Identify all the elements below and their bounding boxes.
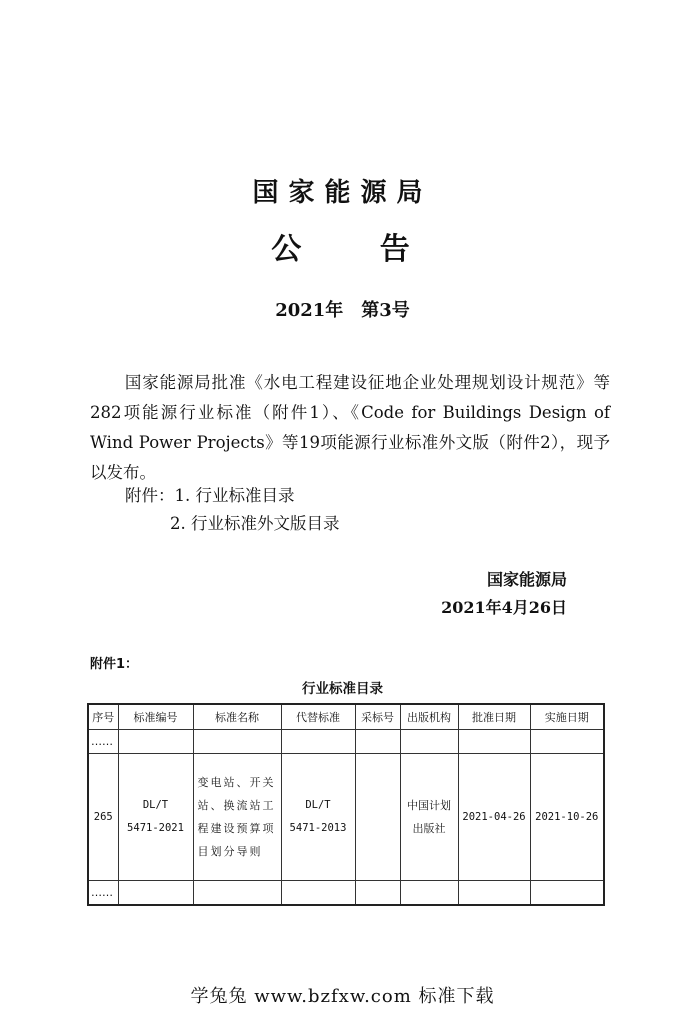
announcement-heading: 公 告 [271, 232, 444, 267]
table-cell: …… [88, 881, 118, 906]
footer-watermark: 学兔兔 www.bzfxw.com 标准下载 [190, 986, 495, 1007]
column-header: 标准名称 [193, 704, 281, 730]
attachment-item-2: 2. 行业标准外文版目录 [170, 514, 340, 533]
table-cell: …… [88, 730, 118, 754]
issue-number: 2021年 第3号 [275, 300, 410, 321]
body-paragraph [90, 368, 610, 488]
table-row-ellipsis [88, 881, 604, 906]
table-row [88, 754, 604, 881]
signature-date: 2021年4月26日 [441, 598, 567, 617]
column-header: 批准日期 [458, 704, 530, 730]
standard-name: 变电站、开关站、换流站工程建设预算项目划分导则 [193, 754, 281, 881]
replaced-standard [281, 754, 355, 881]
replaced-standard-line2: 5471-2013 [289, 822, 347, 834]
table-cell [530, 730, 604, 754]
standards-table [87, 703, 605, 906]
table-header-row [88, 704, 604, 730]
publisher-line1: 中国计划 [407, 799, 451, 812]
table-cell [281, 881, 355, 906]
table-cell [355, 730, 400, 754]
column-header: 采标号 [355, 704, 400, 730]
approval-date: 2021-04-26 [458, 754, 530, 881]
adopted-standard [355, 754, 400, 881]
table-cell [458, 730, 530, 754]
agency-heading: 国家能源局 [252, 178, 433, 208]
table-row-ellipsis [88, 730, 604, 754]
standard-code [118, 754, 193, 881]
column-header: 标准编号 [118, 704, 193, 730]
column-header: 出版机构 [400, 704, 458, 730]
table-cell [400, 730, 458, 754]
table-cell [400, 881, 458, 906]
table-cell [281, 730, 355, 754]
standard-code-line2: 5471-2021 [127, 822, 184, 834]
table-cell [355, 881, 400, 906]
table-cell [458, 881, 530, 906]
signature-agency: 国家能源局 [486, 570, 567, 589]
column-header: 序号 [88, 704, 118, 730]
effective-date: 2021-10-26 [530, 754, 604, 881]
publisher [400, 754, 458, 881]
table-cell [193, 730, 281, 754]
table-title: 行业标准目录 [302, 681, 383, 697]
standard-code-line1: DL/T [142, 799, 169, 811]
table-cell [118, 730, 193, 754]
replaced-standard-line1: DL/T [305, 799, 331, 811]
column-header: 代替标准 [281, 704, 355, 730]
attachment-item-1: 附件：1. 行业标准目录 [125, 486, 295, 505]
column-header: 实施日期 [530, 704, 604, 730]
publisher-line2: 出版社 [412, 822, 446, 835]
body-paragraph-text: 国家能源局批准《水电工程建设征地企业处理规划设计规范》等282项能源行业标准（附件1）、《Code for Buildings Design of Wind Power Projects》等19项能源行业标准外文版（附件2），现予以发布。 [90, 373, 610, 482]
attachment-label: 附件1： [90, 657, 139, 672]
row-number: 265 [88, 754, 118, 881]
table-cell [118, 881, 193, 906]
table-cell [530, 881, 604, 906]
table-cell [193, 881, 281, 906]
